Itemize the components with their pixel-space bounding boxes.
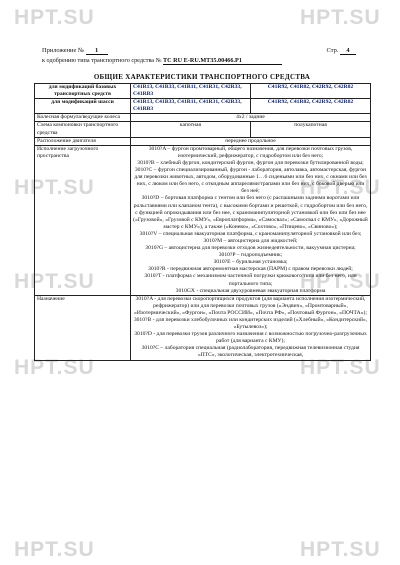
- cell-value: C41R92, C41R02, C42R92, C42R02: [251, 84, 371, 99]
- paragraph: 3010?V – специальная эвакуаторная платформа, с краноманипуляторной установкой или без;: [139, 230, 362, 237]
- cell-paragraphs: [131, 145, 371, 295]
- row-label: Расположение двигателя: [35, 137, 131, 145]
- row-label: для модификаций шасси: [35, 99, 131, 114]
- paragraph: 3010?A – фургон промтоварный, общего назначения, для перевозки почтовых грузов, изотермический, рефрижератор, с гидробортом или без него;: [148, 145, 353, 159]
- cell-value: C41R13, C41R33, C41R11, C41R31, C42R33, C41RB3: [131, 99, 251, 114]
- row-label: Исполнение загрузочного пространства: [35, 145, 131, 295]
- paragraph: 3010?B - для перевозки хлебобулочных или кондитерских изделий («Хлебный», «Кондитерский», «Бутылевоз»);: [133, 317, 368, 331]
- approval-reference: [42, 57, 282, 64]
- cell-value: C41R92, C41R02, C42R92, C42R02: [251, 99, 371, 114]
- paragraph: 3010?C – лаборатория специальная (радиолаборатория, передвижная телевизионная студия «ПТС», экологическая, электротехническая,: [141, 345, 360, 359]
- row-label: для модификаций базовых транспортных средств: [35, 84, 131, 99]
- page-title: ОБЩИЕ ХАРАКТЕРИСТИКИ ТРАНСПОРТНОГО СРЕДСТВА: [93, 73, 311, 81]
- row-label: Схема компоновки транспортного средства: [35, 122, 131, 137]
- watermark: HPT.SU: [300, 6, 381, 29]
- paragraph: 3010?D - для перевозки грузов различного назначения с возможностью погрузочно-разгрузочных работ (для варианта с КМУ);: [134, 331, 367, 345]
- appendix-label: Приложение №: [42, 47, 84, 54]
- approval-number: ТС RU E-RU.MT35.00466.P1: [163, 57, 282, 65]
- watermark: HPT.SU: [14, 356, 95, 379]
- paragraph: 3010?B – хлебный фургон, кондитерский фургон, фургон для перевозки бутилированной воды;: [137, 159, 364, 166]
- watermark: HPT.SU: [14, 6, 95, 29]
- approval-prefix: к одобрению типа транспортного средства №: [42, 57, 162, 64]
- paragraph: 3010?E – бурильная установка;: [213, 259, 288, 266]
- watermark: HPT.SU: [14, 176, 95, 199]
- cell-value: капотная: [131, 122, 251, 137]
- cell-value: 4x2 / задние: [131, 114, 371, 122]
- characteristics-table: [34, 83, 371, 361]
- paragraph: 3010?R - передвижная авторемонтная мастерская (ПАРМ) с правом перевозки людей;: [148, 266, 353, 273]
- paragraph: 3010?P – гидроподъемник;: [218, 252, 283, 259]
- table-row: [35, 84, 371, 99]
- appendix-label-group: [42, 47, 108, 55]
- table-row: [35, 137, 371, 145]
- page-label: Стр.: [326, 47, 339, 54]
- watermark: HPT.SU: [14, 270, 95, 293]
- appendix-number: 1: [86, 47, 108, 55]
- cell-value: полукапотная: [251, 122, 371, 137]
- paragraph: 3010GX - специальная двухуровневая эвакуаторная платформа: [175, 287, 326, 294]
- cell-value: C41R13, C41R33, C41R11, C41R31, C42R33, C41RB3: [131, 84, 251, 99]
- table-row: [35, 295, 371, 360]
- watermark: HPT.SU: [300, 176, 381, 199]
- table-row: [35, 99, 371, 114]
- page-number-group: [327, 47, 356, 55]
- watermark: HPT.SU: [300, 356, 381, 379]
- paragraph: 3010?T - платформа с механизмом частичной погрузки крюкового типа или без него, или портального типа;: [144, 273, 357, 287]
- watermark: HPT.SU: [14, 538, 95, 561]
- paragraph: 3010?A - для перевозки скоропортящихся продуктов (для варианта исполнения изотермический, рефрижератор) или для перевозки почтовых грузов («Эндвич», «Промтоварный», «Изотермический», «Фургон», «Почта РОССИИ», «Почта РФ», «Почтовый Фургон», «ПОЧТА»);: [134, 295, 367, 316]
- paragraph: 3010?M – автоцистерна для жидкостей;: [203, 237, 298, 244]
- table-row: [35, 145, 371, 295]
- table-row: [35, 122, 371, 137]
- table-row: [35, 114, 371, 122]
- watermark: HPT.SU: [300, 538, 381, 561]
- page-number: 4: [340, 47, 356, 55]
- paragraph: 3010?C – фургон специализированный, фургон - лаборатория, автолавка, автомастерская, фургон для перевозки животных, автодом, оборудованные 1…6 сиденьями или без них, с окнами или без них, с люком или без него, с откидным аппарелями/трапами или без них, с боковой дверью или без неё;: [134, 167, 367, 195]
- paragraph: 3010?G – автоцистерна для перевозки отходов жизнедеятельности, вакуумная цистерна;: [145, 245, 356, 252]
- paragraph: 3010?D – бортовая платформа с тентом или без него (с распашными задними воротами или рольставнями или клапаном тента), с высокими бортами и решеткой, с гидробортом или без него, с функцией опрокидывания или без нее, с краноманипуляторной установкой или без или без нее («Грузовой», «Грузовой с КМУ», «Европлатформа», «Самосвал»; «Самосвал с КМУ», «Дорожный мастер с КМУ»), а также («Конево», «Сохтово», «Птицево», «Свиново»);: [133, 195, 368, 230]
- cell-paragraphs: [131, 295, 371, 360]
- watermark: HPT.SU: [300, 270, 381, 293]
- row-label: Назначение: [35, 295, 131, 360]
- cell-value: переднее продольное: [131, 137, 371, 145]
- row-label: Колесная формула/ведущие колеса: [35, 114, 131, 122]
